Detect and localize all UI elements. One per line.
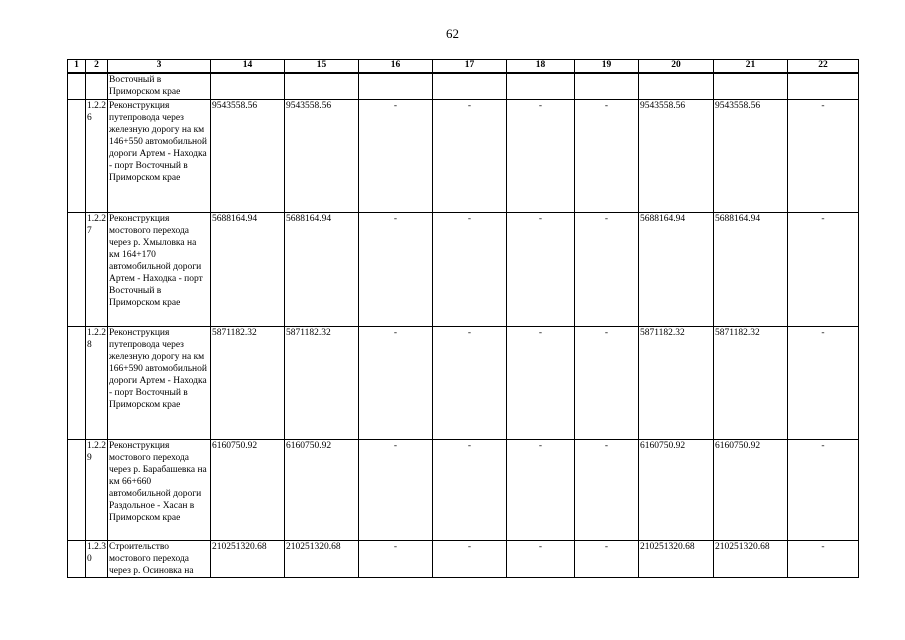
cell-17: - [433,326,507,439]
row-number: 1.2.3 0 [86,540,108,577]
cell-18: - [507,540,575,577]
col-header: 14 [211,60,285,74]
col-header: 18 [507,60,575,74]
cell-19: - [575,99,639,212]
budget-table [67,59,859,578]
header-row [68,60,859,74]
col-header: 15 [285,60,359,74]
cell-14: 5871182.32 [211,326,285,439]
row-name: Восточный в Приморском крае [108,73,211,99]
col-header: 17 [433,60,507,74]
row-name: Реконструкция мостового перехода через р. Хмыловка на км 164+170 автомобильной дороги Артем - Находка - порт Восточный в Приморском крае [108,212,211,326]
cell-21: 210251320.68 [714,540,788,577]
row-name: Реконструкция путепровода через железную дорогу на км 166+590 автомобильной дороги Артем - Находка - порт Восточный в Приморском крае [108,326,211,439]
cell-18: - [507,212,575,326]
cell-16: - [359,326,433,439]
cell-15: 9543558.56 [285,99,359,212]
cell-15: 5688164.94 [285,212,359,326]
cell-17: - [433,540,507,577]
cell-22: - [788,540,859,577]
cell-21: 5871182.32 [714,326,788,439]
cell-21: 6160750.92 [714,439,788,540]
page-number: 62 [446,26,459,41]
cell-15: 210251320.68 [285,540,359,577]
cell-19: - [575,326,639,439]
cell-20: 9543558.56 [639,99,714,212]
col-header: 3 [108,60,211,74]
cell-16: - [359,540,433,577]
cell-14: 6160750.92 [211,439,285,540]
cell-16: - [359,212,433,326]
col-header: 16 [359,60,433,74]
cell-14: 9543558.56 [211,99,285,212]
row-number: 1.2.2 8 [86,326,108,439]
cell-22: - [788,212,859,326]
row-number: 1.2.2 6 [86,99,108,212]
cell-19: - [575,540,639,577]
cell-15: 6160750.92 [285,439,359,540]
cell-20: 6160750.92 [639,439,714,540]
cell-16: - [359,99,433,212]
col-header: 20 [639,60,714,74]
col-header: 19 [575,60,639,74]
table-row [68,540,859,577]
cell-21: 9543558.56 [714,99,788,212]
table-row [68,439,859,540]
cell-18: - [507,326,575,439]
cell-14: 5688164.94 [211,212,285,326]
cell-17: - [433,439,507,540]
col-header: 21 [714,60,788,74]
row-name: Строительство мостового перехода через р. Осиновка на [108,540,211,577]
col-header: 2 [86,60,108,74]
cell-20: 5871182.32 [639,326,714,439]
cell-22: - [788,99,859,212]
table-row [68,99,859,212]
col-header: 1 [68,60,86,74]
cell-22: - [788,439,859,540]
cell-14: 210251320.68 [211,540,285,577]
cell-18: - [507,439,575,540]
col-header: 22 [788,60,859,74]
cell-21: 5688164.94 [714,212,788,326]
row-number: 1.2.2 9 [86,439,108,540]
cell-18: - [507,99,575,212]
table-row [68,326,859,439]
cell-15: 5871182.32 [285,326,359,439]
table-row [68,212,859,326]
cell-17: - [433,99,507,212]
row-number: 1.2.2 7 [86,212,108,326]
row-name: Реконструкция мостового перехода через р. Барабашевка на км 66+660 автомобильной дороги Раздольное - Хасан в Приморском крае [108,439,211,540]
row-name: Реконструкция путепровода через железную дорогу на км 146+550 автомобильной дороги Артем - Находка - порт Восточный в Приморском крае [108,99,211,212]
cell-16: - [359,439,433,540]
cell-17: - [433,212,507,326]
table-row-continued [68,73,859,99]
cell-20: 5688164.94 [639,212,714,326]
cell-19: - [575,439,639,540]
cell-22: - [788,326,859,439]
cell-20: 210251320.68 [639,540,714,577]
cell-19: - [575,212,639,326]
